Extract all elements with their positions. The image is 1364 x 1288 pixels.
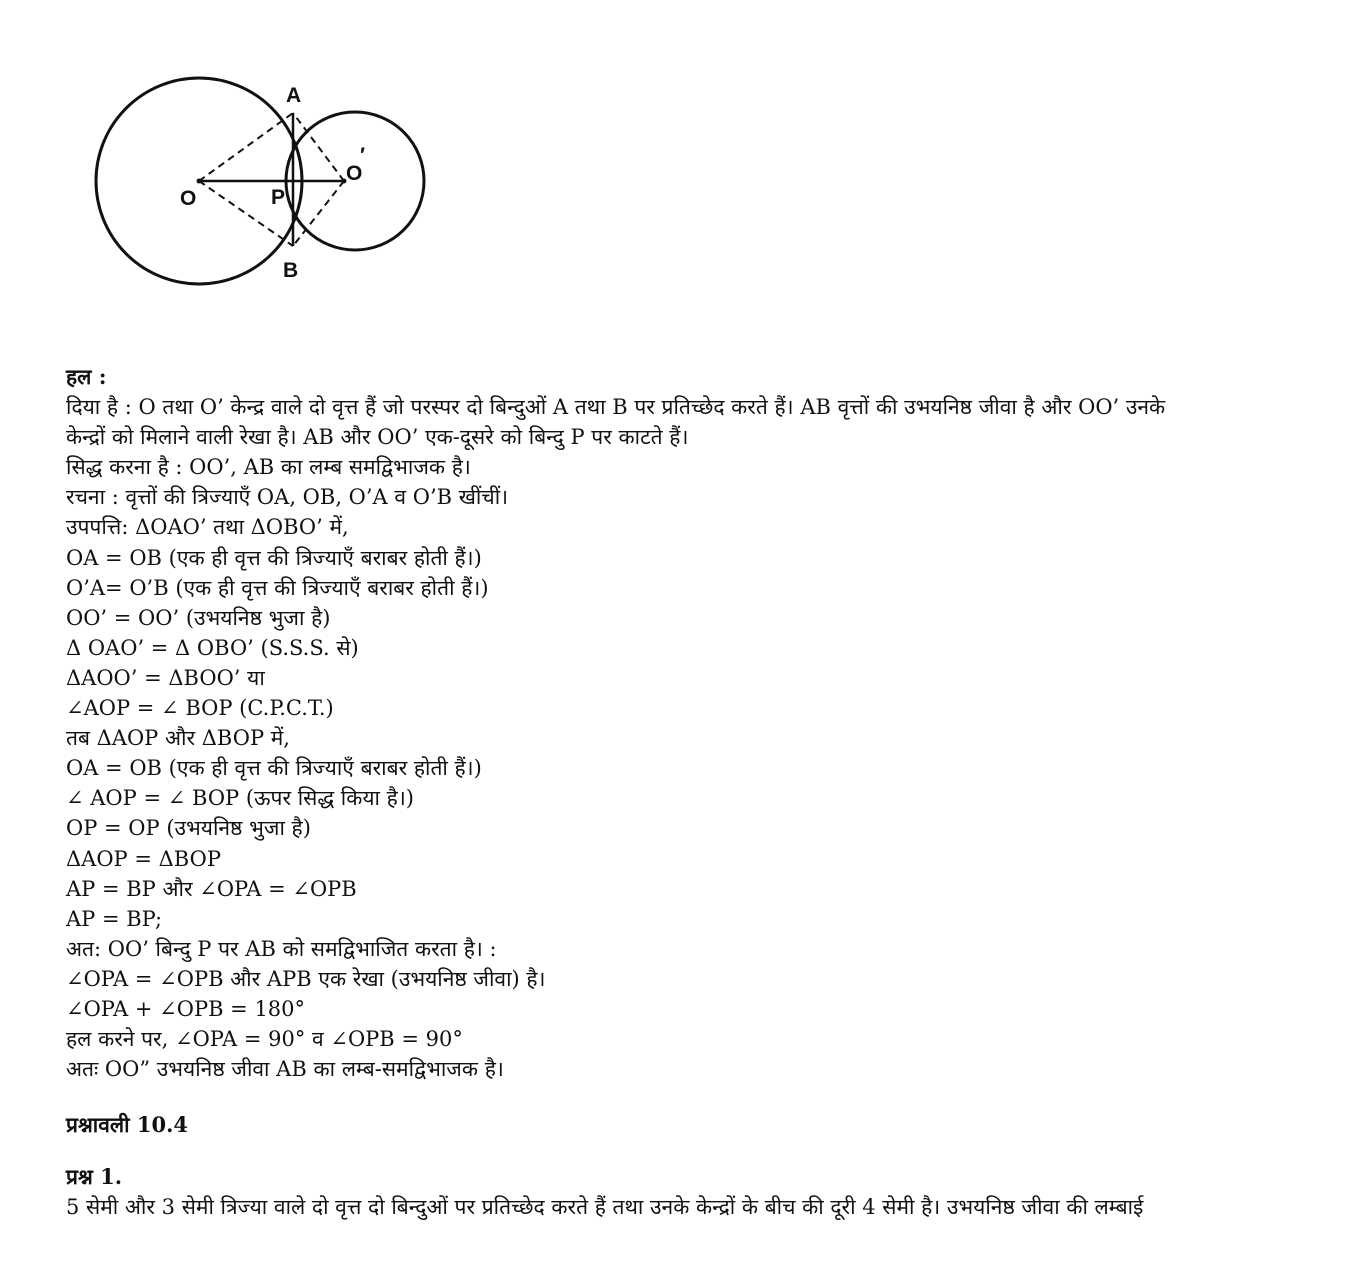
radius-oa: [199, 113, 293, 181]
exercise-title: प्रश्नावली 10.4: [66, 1112, 189, 1138]
solution-heading: हल :: [66, 364, 107, 389]
solution-line: ∠OPA = ∠OPB और APB एक रेखा (उभयनिष्ठ जीवा) है।: [66, 966, 546, 991]
solution-line: रचना : वृत्तों की त्रिज्याएँ OA, OB, O’A व O’B खींचीं।: [66, 485, 509, 510]
solution-line: AP = BP और ∠OPA = ∠OPB: [66, 876, 357, 901]
solution-line: उपपत्ति: ΔOAO’ तथा ΔOBO’ में,: [66, 515, 349, 540]
solution-line: दिया है : O तथा O’ केन्द्र वाले दो वृत्त हैं जो परस्पर दो बिन्दुओं A तथा B पर प्रतिच्छेद करते हैं। AB वृत्तों की उभयनिष्ठ जीवा है और OO’ उनके: [66, 395, 1166, 420]
label-b: B: [283, 259, 299, 282]
label-o: O: [180, 187, 197, 210]
solution-line: हल करने पर, ∠OPA = 90° व ∠OPB = 90°: [66, 1027, 463, 1052]
solution-line: केन्द्रों को मिलाने वाली रेखा है। AB और OO’ एक-दूसरे को बिन्दु P पर काटते हैं।: [66, 425, 689, 450]
question-text: 5 सेमी और 3 सेमी त्रिज्या वाले दो वृत्त दो बिन्दुओं पर प्रतिच्छेद करते हैं तथा उनके केन्द्रों के बीच की दूरी 4 सेमी है। उभयनिष्ठ जीवा की लम्बाई: [66, 1195, 1144, 1220]
label-a: A: [286, 84, 302, 107]
label-p: P: [271, 186, 286, 209]
solution-line: अत: OO’ बिन्दु P पर AB को समद्विभाजित करता है। :: [66, 936, 497, 961]
solution-line: ∠OPA + ∠OPB = 180°: [66, 996, 306, 1021]
solution-line: OA = OB (एक ही वृत्त की त्रिज्याएँ बराबर होती हैं।): [66, 756, 482, 781]
label-o-prime: O: [346, 162, 363, 185]
solution-line: Δ OAO’ = Δ OBO’ (S.S.S. से): [66, 635, 359, 660]
solution-line: सिद्ध करना है : OO’, AB का लम्ब समद्विभाजक है।: [66, 455, 471, 480]
solution-line: OP = OP (उभयनिष्ठ भुजा है): [66, 816, 311, 841]
solution-line: ∠AOP = ∠ BOP (C.P.C.T.): [66, 696, 334, 721]
solution-line: O’A= O’B (एक ही वृत्त की त्रिज्याएँ बराबर होती हैं।): [66, 575, 489, 600]
solution-line: OO’ = OO’ (उभयनिष्ठ भुजा है): [66, 605, 331, 630]
solution-line: OA = OB (एक ही वृत्त की त्रिज्याएँ बराबर होती हैं।): [66, 545, 482, 570]
solution-line: ∠ AOP = ∠ BOP (ऊपर सिद्ध किया है।): [66, 786, 414, 811]
page-content: [66, 362, 1326, 1222]
point-o: [197, 179, 202, 184]
solution-line: तब ΔAOP और ΔBOP में,: [66, 726, 290, 751]
solution-line: AP = BP;: [66, 906, 163, 931]
label-o-prime-mark: ′: [360, 144, 366, 167]
question-label: प्रश्न 1.: [66, 1164, 123, 1190]
two-circles-diagram: [66, 75, 446, 315]
solution-line: ΔAOO’ = ΔBOO’ या: [66, 665, 265, 690]
solution-line: अतः OO” उभयनिष्ठ जीवा AB का लम्ब-समद्विभाजक है।: [66, 1057, 504, 1082]
solution-line: ΔAOP = ΔBOP: [66, 846, 221, 871]
